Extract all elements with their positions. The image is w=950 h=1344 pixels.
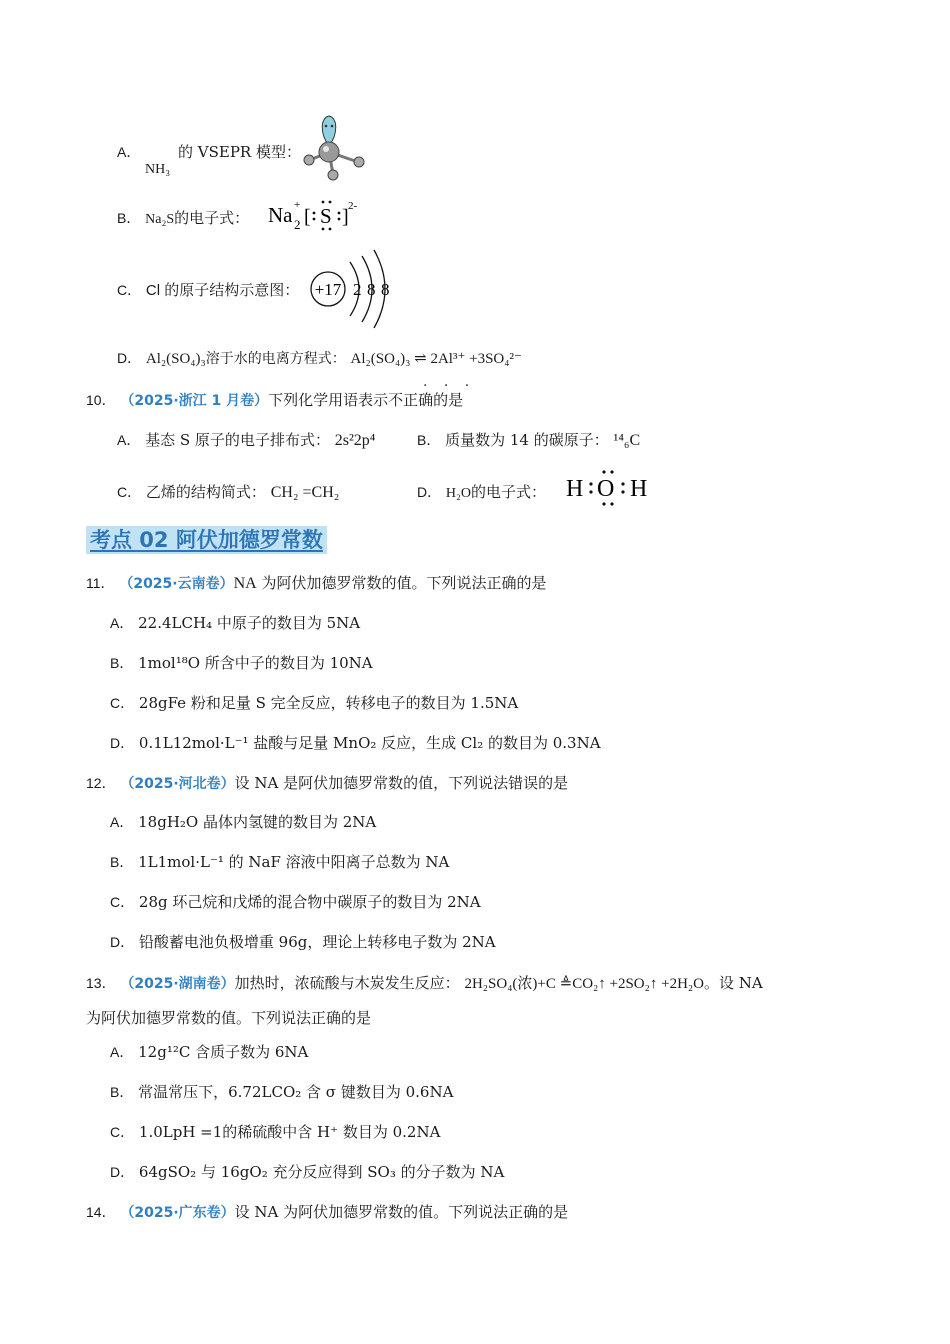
option-text: 的电子式： [471, 483, 547, 501]
q10-option-b [417, 430, 640, 451]
q12-option-b [110, 852, 449, 872]
question-stem: 设 NA 是阿伏加德罗常数的值，下列说法错误的是 [234, 774, 569, 792]
option-value: ¹⁴₆C [613, 432, 641, 449]
option-label: C． [117, 484, 142, 500]
option-text: 1L1mol·L⁻¹ 的 NaF 溶液中阳离子总数为 NA [138, 853, 450, 871]
na-symbol: NA [233, 575, 257, 592]
option-text: 乙烯的结构简式： [145, 483, 266, 501]
q9-b-formula: Na₂S [145, 212, 175, 227]
option-label: D． [110, 1164, 135, 1180]
question-source: （2025·湖南卷） [120, 976, 235, 992]
q13-option-c [110, 1122, 440, 1142]
question-number: 12． [86, 775, 116, 791]
svg-text:Na: Na [268, 203, 293, 227]
option-label: D． [110, 735, 135, 751]
option-text: 质量数为 14 的碳原子： [445, 431, 609, 449]
shell-1-count: 2 [353, 280, 362, 299]
shell-3-count: 8 [381, 280, 390, 299]
option-label: D． [110, 934, 135, 950]
q11-option-d [110, 733, 601, 753]
option-label: B． [417, 432, 441, 448]
option-label: D． [117, 350, 142, 366]
question-source: （2025·广东卷） [120, 1205, 235, 1221]
emphasis-dots: · · · [423, 378, 476, 394]
question-number: 10． [86, 392, 116, 408]
svg-text:+: + [294, 199, 301, 211]
option-label: C． [110, 894, 135, 910]
q12-option-d [110, 932, 496, 952]
option-label: B． [110, 1084, 134, 1100]
q13-stem [86, 973, 763, 994]
q9-option-b [117, 208, 249, 230]
question-number: 13． [86, 975, 116, 991]
q11-option-c [110, 693, 518, 713]
q9-b-text: 的电子式： [174, 209, 250, 227]
option-text: 铅酸蓄电池负极增重 96g，理论上转移电子数为 2NA [138, 933, 496, 951]
option-label: C． [117, 282, 142, 298]
svg-text:2-: 2- [348, 200, 358, 212]
cl-atom-structure-diagram [308, 250, 398, 330]
option-text: 基态 S 原子的电子排布式： [145, 431, 330, 449]
option-text: 28gFe 粉和足量 S 完全反应，转移电子的数目为 1.5NA [138, 694, 519, 712]
q9-option-c [117, 280, 299, 301]
option-label: A． [110, 615, 134, 631]
svg-text:]: ] [342, 206, 349, 228]
option-text: 64gSO₂ 与 16gO₂ 充分反应得到 SO₃ 的分子数为 NA [138, 1163, 505, 1181]
q12-option-c [110, 892, 481, 912]
section-heading: 考点 02 阿伏加德罗常数 [86, 526, 327, 554]
option-label: C． [110, 1124, 135, 1140]
svg-text:H: H [566, 476, 584, 502]
question-stem: 下列化学用语表示不正确的是 [268, 391, 464, 409]
svg-text:[: [ [304, 206, 311, 228]
q10-option-d [417, 482, 546, 504]
question-stem-end: 。设 NA [703, 974, 763, 992]
q9-option-a [117, 142, 140, 162]
q10-stem [86, 390, 463, 411]
q13-option-b [110, 1082, 453, 1102]
q9-option-d [117, 348, 522, 369]
option-text: 0.1L12mol·L⁻¹ 盐酸与足量 MnO₂ 反应，生成 Cl₂ 的数目为 0.3NA [138, 734, 601, 752]
q9-a-formula: NH₃ [145, 162, 171, 177]
q10-option-c [117, 482, 339, 503]
q11-option-a [110, 613, 360, 633]
q12-option-a [110, 812, 376, 832]
option-formula: H₂O [445, 486, 472, 501]
q10-option-a [117, 430, 375, 451]
q13-stem-line2: 为阿伏加德罗常数的值。下列说法正确的是 [86, 1009, 372, 1027]
option-label: B． [110, 655, 134, 671]
option-label: D． [417, 484, 442, 500]
question-number: 11． [86, 575, 115, 591]
h2o-electron-formula-icon [566, 468, 658, 508]
question-stem: 加热时，浓硫酸与木炭发生反应： [234, 974, 460, 992]
option-text: 1mol¹⁸O 所含中子的数目为 10NA [138, 654, 373, 672]
q11-stem [86, 573, 547, 594]
option-label: A． [117, 432, 141, 448]
question-source: （2025·浙江 1 月卷） [120, 393, 269, 409]
option-label: B． [117, 210, 141, 226]
q13-option-d [110, 1162, 504, 1182]
question-number: 14． [86, 1204, 116, 1220]
svg-text:S: S [320, 204, 332, 228]
q9-a-text: 的 VSEPR 模型： [178, 143, 301, 161]
question-stem: 设 NA 为阿伏加德罗常数的值。下列说法正确的是 [234, 1203, 569, 1221]
nucleus-charge: +17 [314, 280, 342, 299]
q13-option-a [110, 1042, 308, 1062]
option-label: A． [117, 144, 141, 160]
q11-option-b [110, 653, 373, 673]
option-text: 22.4LCH₄ 中原子的数目为 5NA [138, 614, 361, 632]
svg-text:H: H [630, 476, 648, 502]
option-label: A． [110, 1044, 134, 1060]
q9-d-text: 溶于水的电离方程式： [205, 350, 346, 366]
option-value: CH₂ =CH₂ [270, 484, 340, 501]
option-label: A． [110, 814, 134, 830]
option-text: 18gH₂O 晶体内氢键的数目为 2NA [138, 813, 377, 831]
option-text: 1.0LpH =1的稀硫酸中含 H⁺ 数目为 0.2NA [138, 1123, 441, 1141]
question-stem: 为阿伏加德罗常数的值。下列说法正确的是 [261, 574, 547, 592]
option-value: 2s²2p⁴ [334, 432, 376, 449]
q9-c-text: Cl 的原子结构示意图： [145, 282, 300, 299]
option-text: 常温常压下，6.72LCO₂ 含 σ 键数目为 0.6NA [138, 1083, 454, 1101]
svg-text:O: O [597, 476, 615, 502]
shell-2-count: 8 [367, 280, 376, 299]
option-label: B． [110, 854, 134, 870]
option-text: 28g 环己烷和戊烯的混合物中碳原子的数目为 2NA [138, 893, 481, 911]
reaction-equation: 2H₂SO₄(浓)+C ≜CO₂↑ +2SO₂↑ +2H₂O [464, 976, 704, 992]
q9-d-equation: Al₂(SO₄)₃ ⇌ 2Al³⁺ +3SO₄²⁻ [350, 351, 522, 367]
na2s-electron-formula-icon [268, 196, 358, 236]
option-label: C． [110, 695, 135, 711]
q9-d-formula: Al₂(SO₄)₃ [145, 351, 206, 367]
option-text: 12g¹²C 含质子数为 6NA [138, 1043, 309, 1061]
question-source: （2025·河北卷） [120, 776, 235, 792]
nh3-vsepr-model-icon [300, 112, 370, 184]
svg-text:2: 2 [294, 217, 301, 232]
q14-stem [86, 1202, 568, 1223]
question-source: （2025·云南卷） [119, 576, 234, 592]
q12-stem [86, 773, 568, 794]
